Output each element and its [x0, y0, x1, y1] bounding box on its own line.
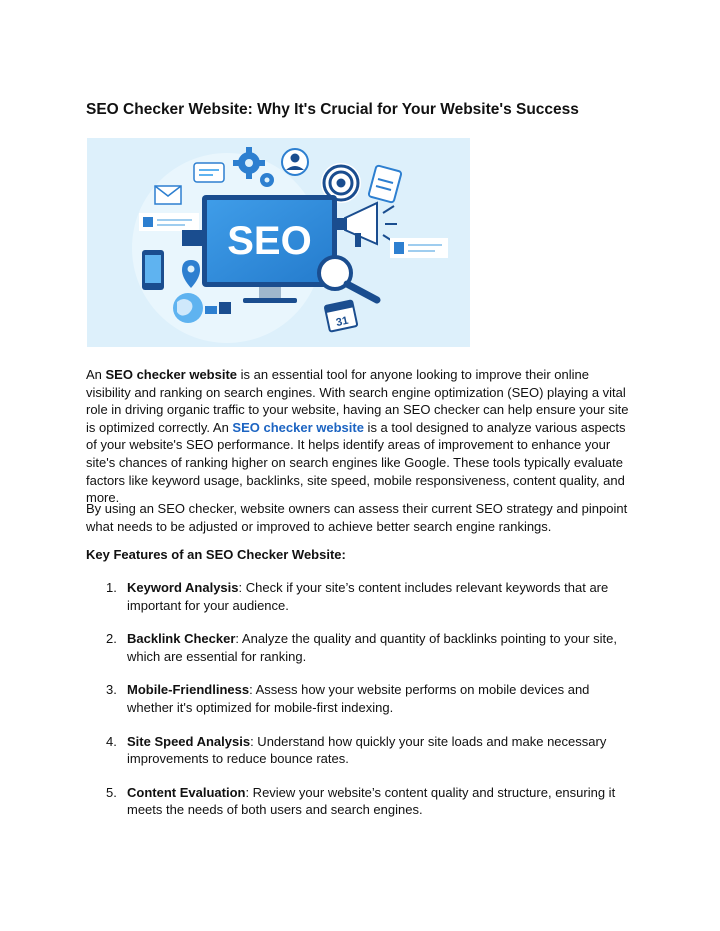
intro-text-2: is an essential tool for anyone looking to improve their online visibility and ranking on search engines. With search engine optimization (SEO) playing a vital role in driving organic traffic to your website, having an SEO checker can help ensure your site is optimized correctly. An	[86, 367, 629, 435]
intro-text-1: An	[86, 367, 106, 382]
list-item	[86, 733, 636, 768]
feature-name: Keyword Analysis	[127, 580, 239, 595]
intro-paragraph	[86, 366, 636, 507]
intro-text-3: is a tool designed to analyze various aspects of your website's SEO performance. It helps identify areas of improvement to enhance your site's chances of ranking higher on search engines like Google. These tools typically evaluate factors like keyword usage, backlinks, site speed, mobile responsiveness, content quality, and more.	[86, 419, 626, 506]
list-number: 3.	[106, 682, 117, 698]
hero-illustration	[87, 138, 470, 347]
page-title: SEO Checker Website: Why It's Crucial for Your Website's Success	[86, 101, 579, 118]
list-number: 2.	[106, 631, 117, 647]
list-item	[86, 630, 636, 665]
seo-checker-link[interactable]: SEO checker website	[232, 419, 364, 435]
monitor-seo-label: SEO	[227, 219, 312, 263]
feature-name: Mobile-Friendliness	[127, 682, 250, 698]
phone-icon	[142, 250, 164, 290]
chat-bubble-icon	[194, 163, 224, 182]
monitor-icon	[202, 195, 337, 303]
list-item	[86, 579, 636, 614]
features-heading: Key Features of an SEO Checker Website:	[86, 547, 346, 562]
feature-desc: : Check if your site’s content includes relevant keywords that are important for your audience.	[127, 580, 609, 613]
second-paragraph: By using an SEO checker, website owners can assess their current SEO strategy and pinpoint what needs to be adjusted or improved to achieve better search engine rankings.	[86, 501, 628, 534]
user-avatar-icon	[282, 149, 308, 175]
feature-name: Site Speed Analysis	[127, 733, 251, 749]
features-list	[86, 579, 636, 835]
feature-desc: : Understand how quickly your site loads and make necessary improvements to reduce bounce rates.	[127, 733, 607, 767]
intro-bold-term: SEO checker website	[105, 367, 238, 382]
feature-desc: : Review your website’s content quality and structure, ensuring it meets the needs of both users and search engines.	[127, 784, 616, 818]
profile-card-icon-right	[390, 238, 448, 258]
list-number: 4.	[106, 733, 117, 749]
feature-name: Backlink Checker	[127, 631, 236, 647]
list-number: 1.	[106, 580, 117, 595]
list-number: 5.	[106, 784, 117, 800]
feature-name: Content Evaluation	[127, 784, 246, 800]
calendar-icon	[325, 300, 358, 331]
calendar-date-label: 31	[335, 314, 350, 330]
list-item	[86, 784, 636, 819]
mail-icon	[155, 186, 181, 204]
list-item	[86, 681, 636, 716]
feature-desc: : Analyze the quality and quantity of backlinks pointing to your site, which are essential for ranking.	[127, 631, 617, 664]
feature-desc: : Assess how your website performs on mobile devices and whether it's optimized for mobile-first indexing.	[127, 682, 590, 715]
